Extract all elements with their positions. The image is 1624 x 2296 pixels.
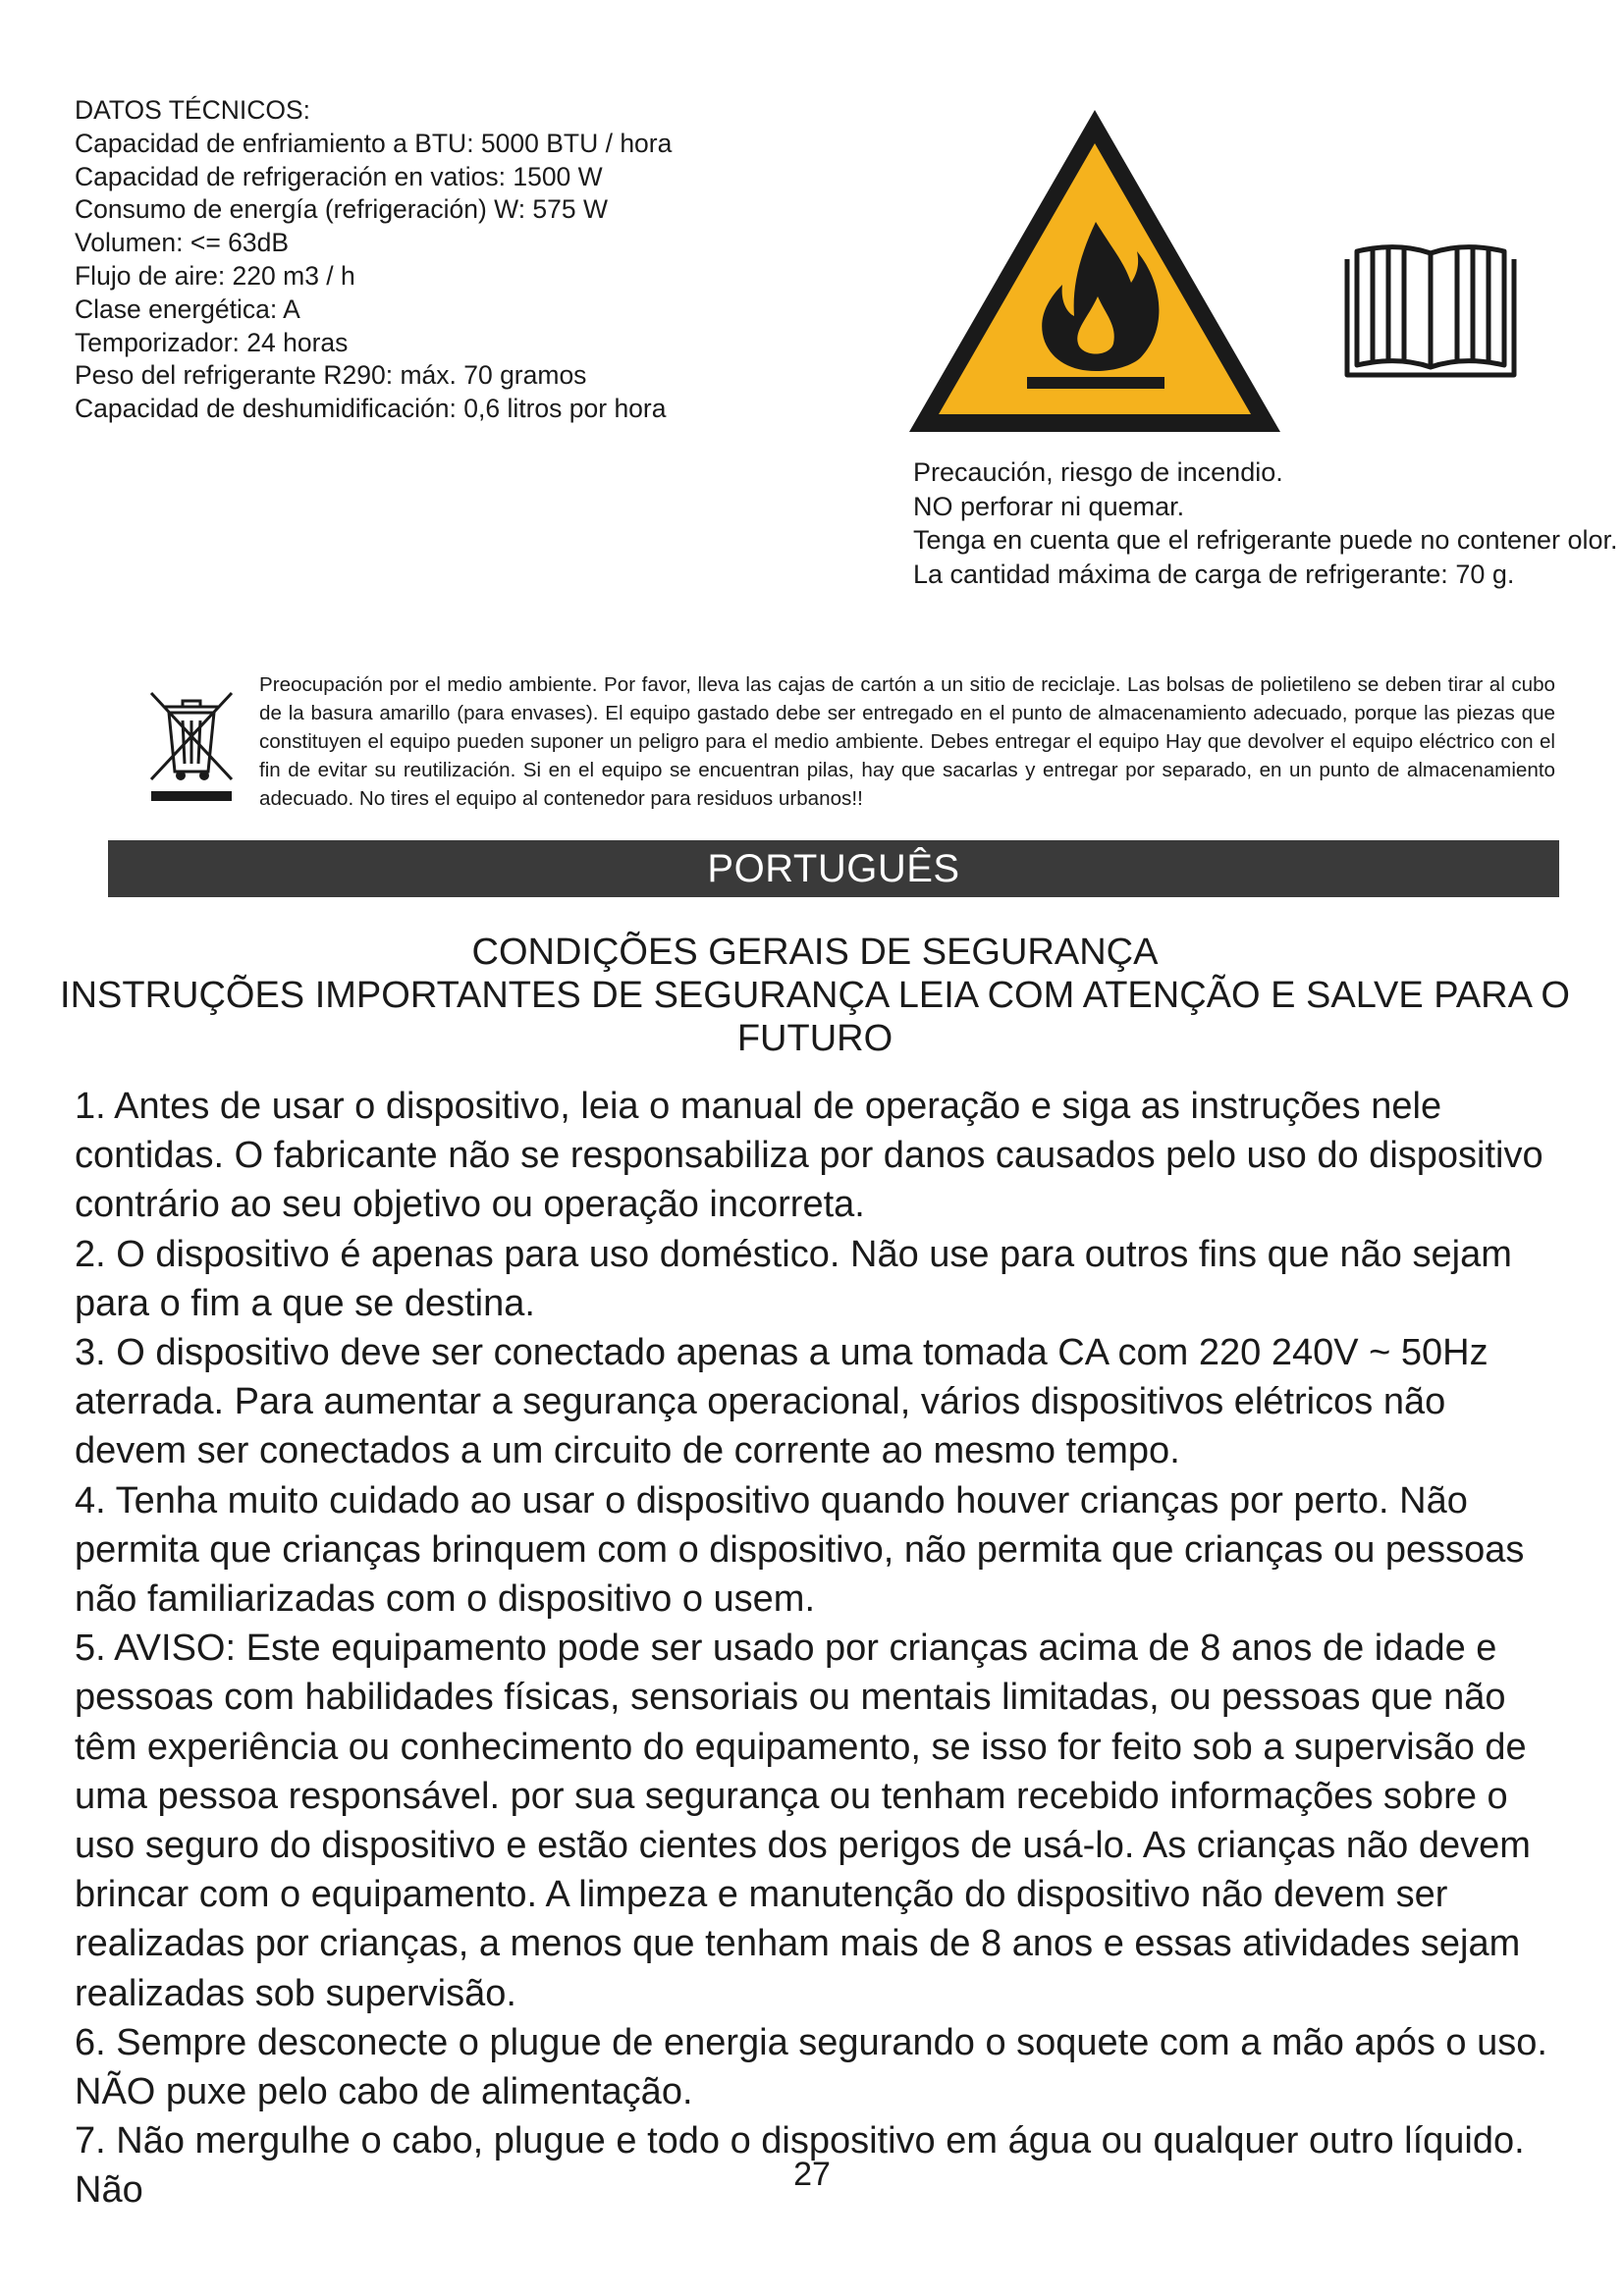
page-number: 27	[793, 2156, 831, 2193]
safety-instructions	[75, 1082, 1557, 2216]
tech-spec-line: Volumen: <= 63dB	[75, 228, 290, 258]
instruction-item: 6. Sempre desconecte o plugue de energia segurando o soquete com a mão após o uso. NÃO puxe pelo cabo de alimentação.	[75, 2021, 1547, 2113]
section-subtitle: INSTRUÇÕES IMPORTANTES DE SEGURANÇA LEIA COM ATENÇÃO E SALVE PARA O FUTURO	[60, 975, 1570, 1059]
caution-line: La cantidad máxima de carga de refrigerante: 70 g.	[913, 559, 1515, 589]
crossed-out-wheelie-bin-icon	[147, 689, 236, 803]
section-title: CONDIÇÕES GERAIS DE SEGURANÇA	[471, 932, 1159, 973]
caution-line: Tenga en cuenta que el refrigerante puede no contener olor.	[913, 525, 1618, 555]
instruction-item: 5. AVISO: Este equipamento pode ser usado por crianças acima de 8 anos de idade e pessoas com habilidades físicas, sensoriais ou mentais limitadas, ou pessoas que não têm experiência ou conhecimento do equipamento, se isso for feito sob a supervisão de uma pessoa responsável. por sua segurança ou tenham recebido informações sobre o uso seguro do dispositivo e estão cientes dos perigos de usá-lo. As crianças não devem brincar com o equipamento. A limpeza e manutenção do dispositivo não devem ser realizadas por crianças, a menos que tenham mais de 8 anos e essas atividades sejam realizadas sob supervisão.	[75, 1628, 1531, 2014]
caution-line: NO perforar ni quemar.	[913, 491, 1185, 521]
tech-spec-line: Peso del refrigerante R290: máx. 70 gramos	[75, 360, 587, 391]
environment-notice: Preocupación por el medio ambiente. Por favor, lleva las cajas de cartón a un sitio de reciclaje. Las bolsas de polietileno se deben tirar al cubo de la basura amarillo (para envases). El equipo gastado debe ser entregado en el punto de almacenamiento adecuado, porque las piezas que constituyen el equipo pueden suponer un peligro para el medio ambiente. Debes entregar el equipo Hay que devolver el equipo eléctrico con el fin de evitar su reutilización. Si en el equipo se encuentran pilas, hay que sacarlas y entregar por separado, en un punto de almacenamiento adecuado. No tires el equipo al contenedor para residuos urbanos!!	[259, 673, 1555, 810]
tech-spec-line: Flujo de aire: 220 m3 / h	[75, 260, 355, 291]
instruction-item: 7. Não mergulhe o cabo, plugue e todo o dispositivo em água ou qualquer outro líquido. Não	[75, 2120, 1525, 2212]
technical-data-block	[75, 94, 782, 426]
section-headings	[59, 931, 1571, 1060]
tech-spec-line: Consumo de energía (refrigeración) W: 575 W	[75, 194, 609, 225]
tech-spec-line: Capacidad de deshumidificación: 0,6 litros por hora	[75, 394, 667, 424]
tech-spec-line: Clase energética: A	[75, 294, 300, 324]
instruction-item: 3. O dispositivo deve ser conectado apenas a uma tomada CA com 220 240V ~ 50Hz aterrada. Para aumentar a segurança operacional, vários dispositivos elétricos não devem ser conectados a um circuito de corrente ao mesmo tempo.	[75, 1332, 1489, 1472]
tech-spec-line: Capacidad de enfriamiento a BTU: 5000 BTU / hora	[75, 128, 673, 158]
language-section-bar: PORTUGUÊS	[108, 840, 1559, 897]
instruction-item: 2. O dispositivo é apenas para uso doméstico. Não use para outros fins que não sejam para o fim a que se destina.	[75, 1233, 1512, 1324]
caution-line: Precaución, riesgo de incendio.	[913, 457, 1283, 487]
flammable-warning-icon	[905, 104, 1284, 438]
instruction-item: 4. Tenha muito cuidado ao usar o dispositivo quando houver crianças por perto. Não permita que crianças brinquem com o dispositivo, não permita que crianças ou pessoas não familiarizadas com o dispositivo o usem.	[75, 1479, 1525, 1621]
instruction-item: 1. Antes de usar o dispositivo, leia o manual de operação e siga as instruções nele contidas. O fabricante não se responsabiliza por danos causados ​​pelo uso do dispositivo contrário ao seu objetivo ou operação incorreta.	[75, 1086, 1543, 1226]
tech-spec-line: Capacidad de refrigeración en vatios: 1500 W	[75, 161, 603, 191]
caution-notice	[913, 455, 1618, 591]
tech-spec-line: Temporizador: 24 horas	[75, 327, 349, 357]
read-manual-book-icon	[1343, 238, 1518, 383]
tech-title: DATOS TÉCNICOS:	[75, 95, 311, 125]
